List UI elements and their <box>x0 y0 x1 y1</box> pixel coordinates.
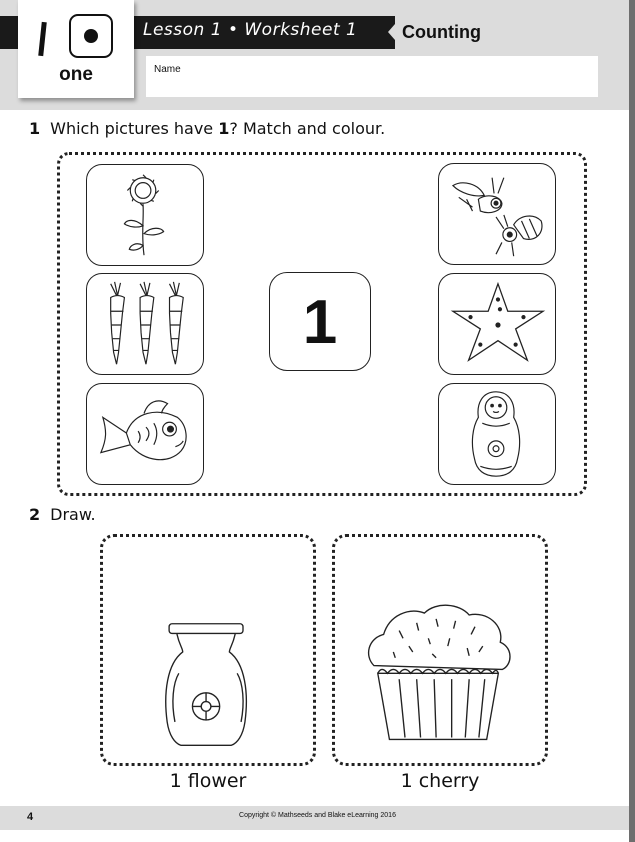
dot-card-icon <box>69 14 113 58</box>
carrots-icon <box>87 274 203 374</box>
numeral-one-icon <box>38 22 47 56</box>
lesson-bar-notch <box>388 16 402 48</box>
question-1-text-b: ? Match and colour. <box>229 119 386 138</box>
question-1-text-bold: 1 <box>218 119 230 138</box>
question-2-number: 2 <box>29 505 41 524</box>
caption-flower: 1 flower <box>169 770 247 792</box>
picture-sunflower[interactable] <box>86 164 204 266</box>
nesting-doll-icon <box>439 384 555 484</box>
picture-carrots[interactable] <box>86 273 204 375</box>
starfish-icon <box>439 274 555 374</box>
target-number-box <box>269 272 371 371</box>
page-number: 4 <box>27 811 34 823</box>
target-number: 1 <box>302 288 338 357</box>
picture-starfish[interactable] <box>438 273 556 375</box>
draw-box-cherry[interactable] <box>332 534 548 766</box>
picture-bees[interactable] <box>438 163 556 265</box>
footer-band <box>0 806 635 830</box>
draw-box-flower[interactable] <box>100 534 316 766</box>
bees-icon <box>439 164 555 264</box>
sunflower-icon <box>87 165 203 265</box>
caption-cherry: 1 cherry <box>400 770 480 792</box>
topic-title: Counting <box>402 22 481 42</box>
name-label: Name <box>154 64 181 75</box>
picture-fish[interactable] <box>86 383 204 485</box>
question-2-text: Draw. <box>50 505 96 524</box>
question-2 <box>29 505 96 524</box>
cupcake-icon <box>335 537 545 763</box>
picture-nesting-doll[interactable] <box>438 383 556 485</box>
number-word: one <box>59 64 93 85</box>
copyright-text: Copyright © Mathseeds and Blake eLearning 2016 <box>239 812 396 819</box>
question-1 <box>29 119 385 138</box>
fish-icon <box>87 384 203 484</box>
number-card <box>18 0 134 98</box>
name-field[interactable] <box>146 56 598 97</box>
vase-icon <box>103 537 313 763</box>
page-edge <box>629 0 635 842</box>
question-1-number: 1 <box>29 119 41 138</box>
question-1-text-a: Which pictures have <box>50 119 219 138</box>
lesson-title: Lesson 1 • Worksheet 1 <box>143 20 358 40</box>
